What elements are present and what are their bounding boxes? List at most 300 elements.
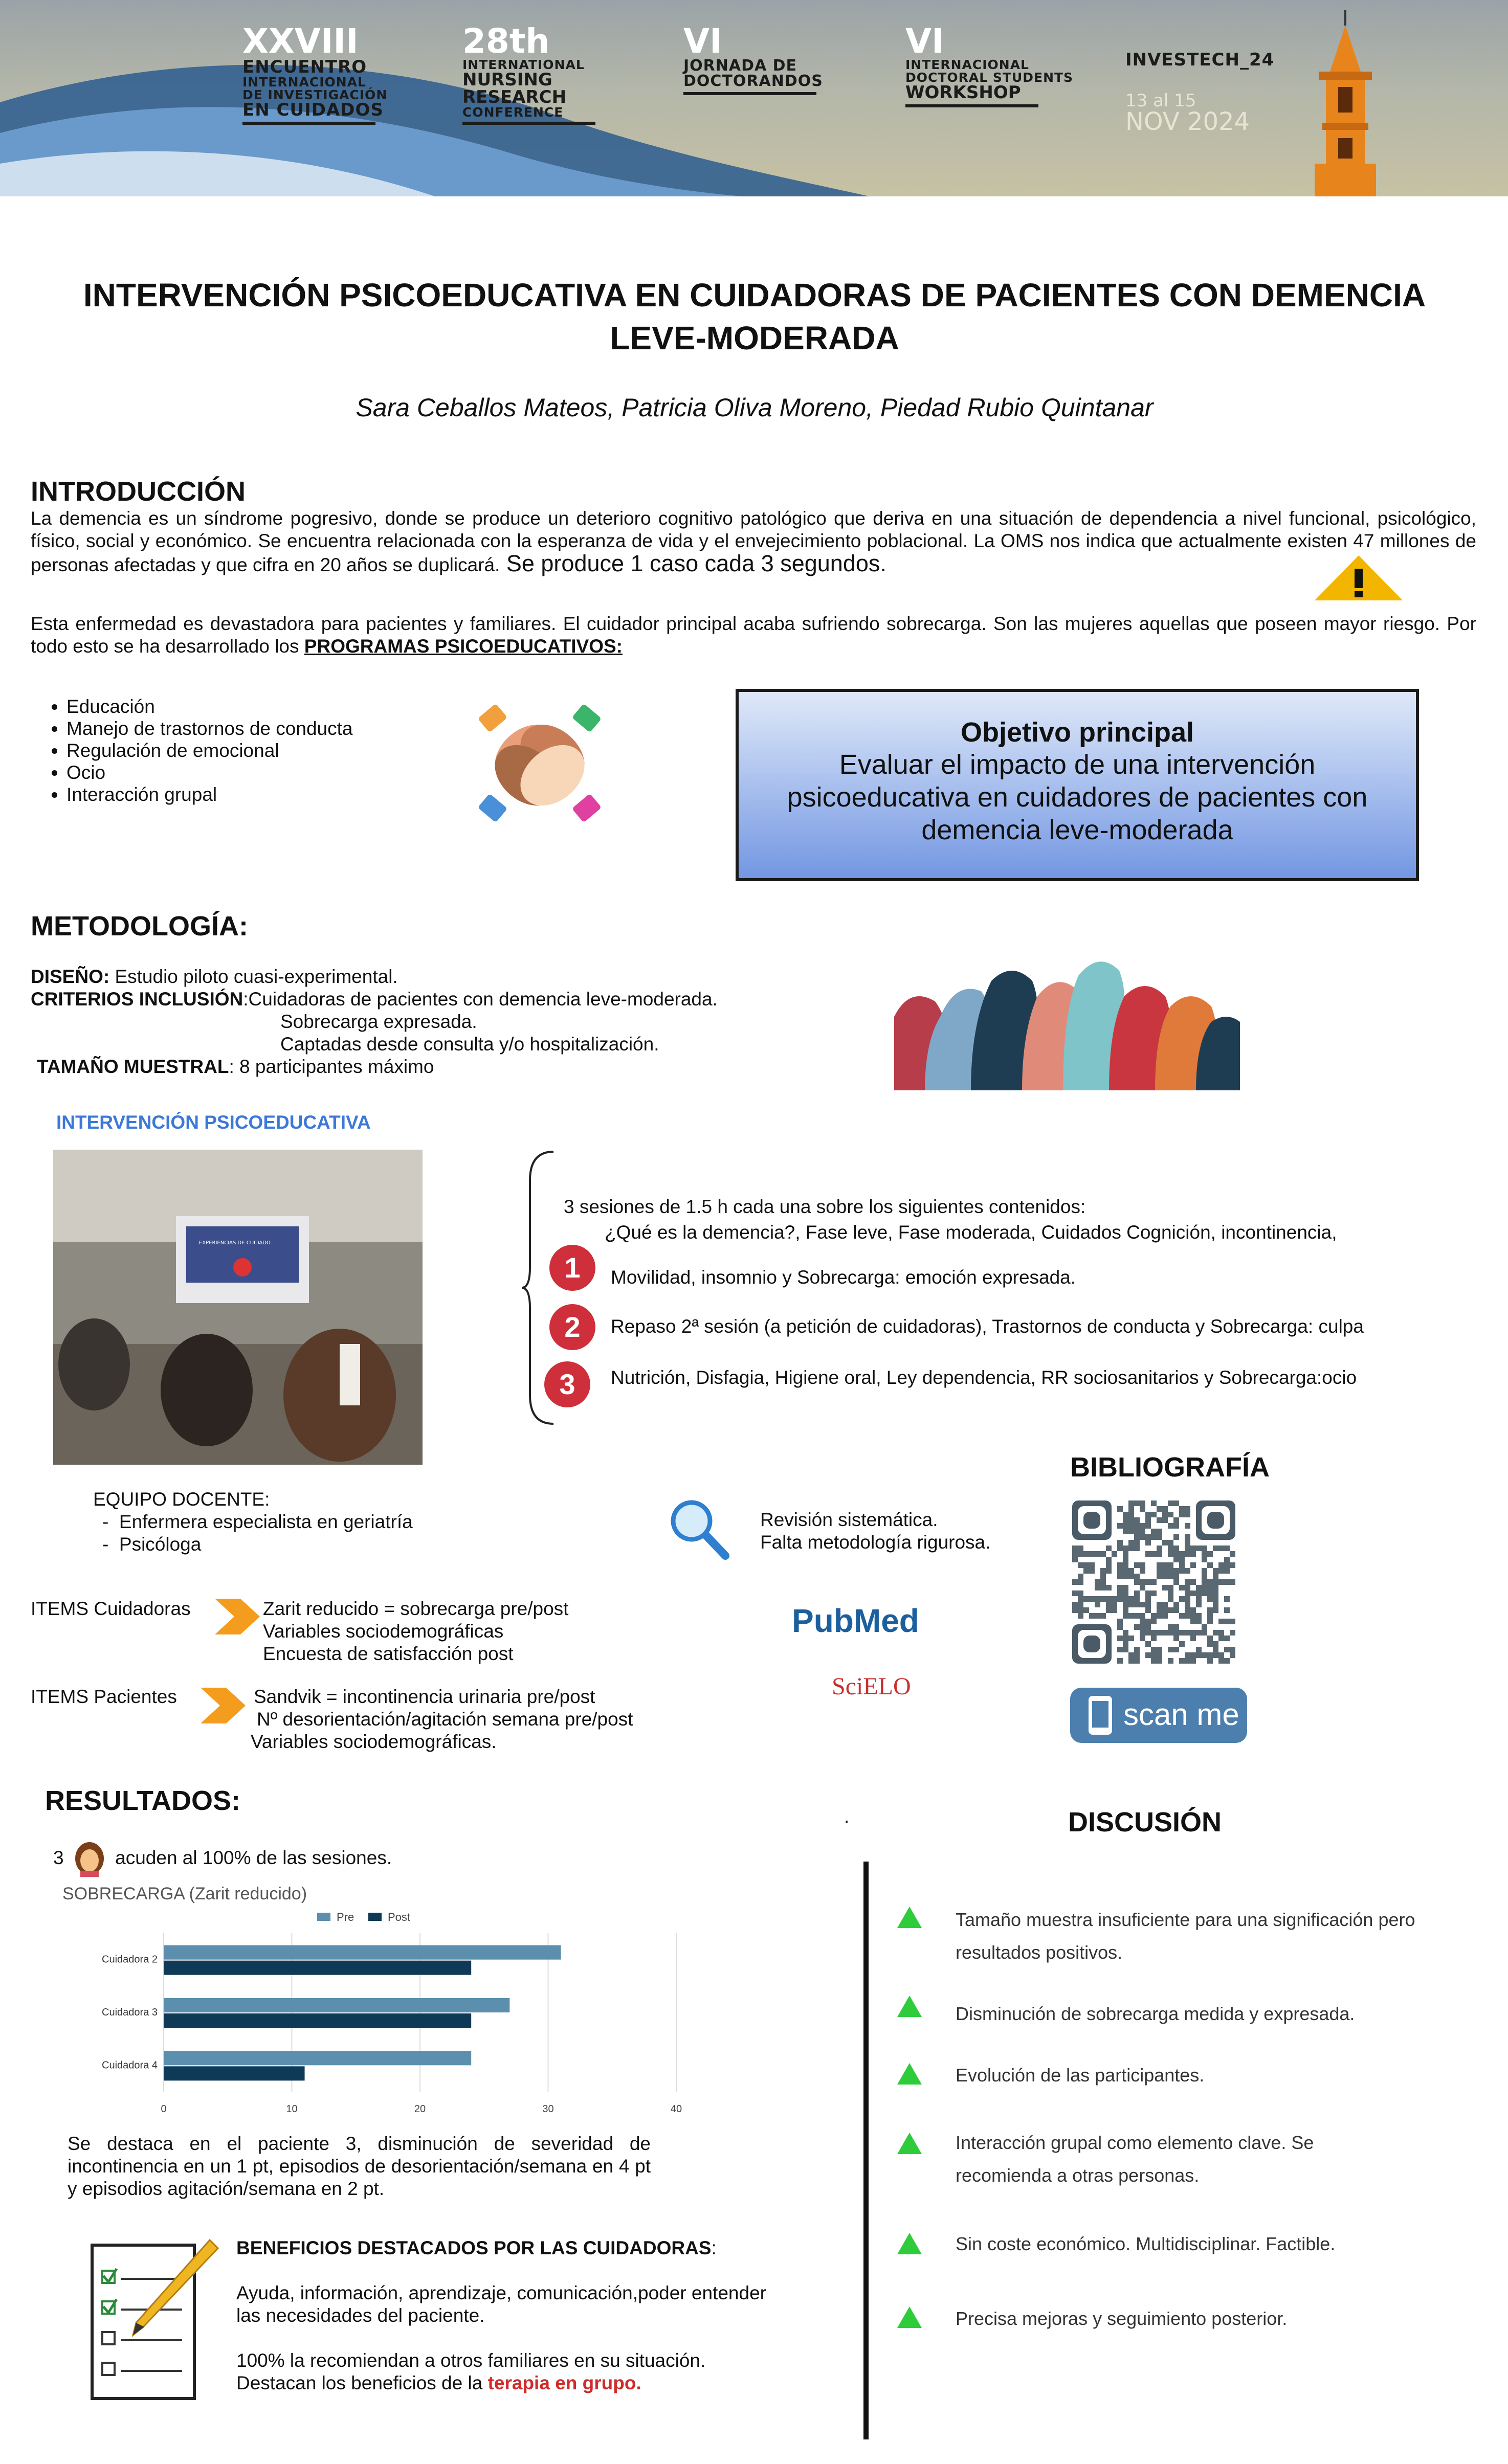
qr-module xyxy=(1151,1579,1157,1585)
qr-module xyxy=(1185,1630,1190,1636)
qr-module xyxy=(1157,1529,1162,1534)
qr-module xyxy=(1196,1591,1202,1596)
triangle-up-icon xyxy=(897,2233,922,2254)
qr-module xyxy=(1202,1551,1207,1557)
qr-module xyxy=(1145,1551,1151,1557)
qr-module xyxy=(1168,1512,1173,1517)
qr-module xyxy=(1196,1602,1202,1607)
qr-module xyxy=(1134,1596,1140,1602)
qr-module xyxy=(1196,1619,1202,1624)
qr-module xyxy=(1128,1529,1134,1534)
bar-pre xyxy=(164,1998,509,2012)
qr-module xyxy=(1072,1579,1078,1585)
discussion-item: Evolución de las participantes. xyxy=(956,2065,1205,2086)
qr-module xyxy=(1168,1562,1173,1568)
qr-module xyxy=(1185,1512,1190,1517)
qr-module xyxy=(1157,1658,1162,1664)
discussion-item: Disminución de sobrecarga medida y expresada. xyxy=(956,2003,1355,2024)
qr-module xyxy=(1185,1551,1190,1557)
qr-module xyxy=(1224,1636,1230,1641)
qr-module xyxy=(1078,1545,1083,1551)
qr-module xyxy=(1140,1579,1145,1585)
scielo-logo: SciELO xyxy=(832,1673,911,1700)
qr-module xyxy=(1168,1551,1173,1557)
qr-module xyxy=(1128,1636,1134,1641)
qr-module xyxy=(1168,1591,1173,1596)
qr-module xyxy=(1134,1534,1140,1540)
warning-icon xyxy=(1313,553,1405,602)
qr-module xyxy=(1213,1574,1218,1579)
qr-module xyxy=(1196,1630,1202,1636)
qr-module xyxy=(1207,1591,1213,1596)
qr-module xyxy=(1117,1619,1123,1624)
qr-module xyxy=(1128,1596,1134,1602)
qr-module xyxy=(1168,1630,1173,1636)
qr-module xyxy=(1185,1607,1190,1613)
qr-module xyxy=(1123,1545,1128,1551)
qr-module xyxy=(1207,1579,1213,1585)
qr-module xyxy=(1224,1579,1230,1585)
stray-dot: . xyxy=(844,1806,850,1827)
bar-post xyxy=(164,1961,471,1975)
qr-module xyxy=(1100,1585,1106,1591)
intervencion-heading: INTERVENCIÓN PSICOEDUCATIVA xyxy=(56,1112,371,1133)
qr-module xyxy=(1168,1607,1173,1613)
qr-module xyxy=(1128,1512,1134,1517)
bar-pre xyxy=(164,1945,561,1960)
qr-module xyxy=(1123,1529,1128,1534)
qr-module xyxy=(1078,1591,1083,1596)
qr-module xyxy=(1112,1551,1117,1557)
qr-module xyxy=(1224,1562,1230,1568)
qr-module xyxy=(1213,1630,1218,1636)
session-3-text: Nutrición, Disfagia, Higiene oral, Ley dependencia, RR sociosanitarios y Sobrecarga:ocio xyxy=(611,1367,1357,1388)
diseno-line xyxy=(31,966,849,988)
scan-me-label: scan me xyxy=(1123,1697,1239,1732)
qr-module xyxy=(1117,1506,1123,1512)
intro-highlight: Se produce 1 caso cada 3 segundos. xyxy=(500,550,886,576)
qr-module xyxy=(1179,1658,1185,1664)
qr-module xyxy=(1173,1647,1179,1652)
qr-module xyxy=(1112,1607,1117,1613)
programas-link: PROGRAMAS PSICOEDUCATIVOS: xyxy=(304,636,623,657)
qr-module xyxy=(1123,1596,1128,1602)
qr-module xyxy=(1100,1568,1106,1574)
brand-jornada: VI JORNADA DE DOCTORANDOS xyxy=(683,25,823,95)
qr-module xyxy=(1157,1545,1162,1551)
qr-module xyxy=(1128,1545,1134,1551)
qr-module xyxy=(1218,1619,1224,1624)
qr-module xyxy=(1168,1523,1173,1529)
qr-module xyxy=(1196,1613,1202,1619)
qr-module xyxy=(1173,1630,1179,1636)
tamano-label: TAMAÑO MUESTRAL xyxy=(37,1056,229,1077)
diseno-value: Estudio piloto cuasi-experimental. xyxy=(109,966,398,987)
qr-module xyxy=(1230,1562,1235,1568)
legend-swatch-post xyxy=(368,1913,382,1921)
qr-module xyxy=(1128,1506,1134,1512)
session-1-number: 1 xyxy=(549,1245,595,1291)
qr-module xyxy=(1218,1636,1224,1641)
qr-module xyxy=(1213,1647,1218,1652)
qr-module xyxy=(1168,1585,1173,1591)
list-item: Sandvik = incontinencia urinaria pre/post xyxy=(254,1686,595,1707)
qr-module xyxy=(1145,1523,1151,1529)
criterios-line xyxy=(31,988,849,1011)
qr-module xyxy=(1128,1658,1134,1664)
qr-module xyxy=(1207,1596,1213,1602)
qr-module xyxy=(1162,1506,1168,1512)
qr-module xyxy=(1134,1545,1140,1551)
qr-module xyxy=(1224,1568,1230,1574)
qr-module xyxy=(1213,1607,1218,1613)
qr-module xyxy=(1207,1619,1213,1624)
qr-module xyxy=(1190,1562,1196,1568)
qr-module xyxy=(1134,1574,1140,1579)
qr-module xyxy=(1128,1523,1134,1529)
qr-module xyxy=(1173,1574,1179,1579)
qr-module xyxy=(1218,1630,1224,1636)
qr-module xyxy=(1095,1602,1100,1607)
qr-module xyxy=(1207,1652,1213,1658)
qr-module xyxy=(1123,1574,1128,1579)
qr-module xyxy=(1106,1562,1112,1568)
qr-module xyxy=(1089,1596,1095,1602)
qr-module xyxy=(1179,1641,1185,1647)
intro-paragraph-1 xyxy=(31,507,1476,576)
qr-module xyxy=(1230,1647,1235,1652)
objective-text: Evaluar el impacto de una intervención psicoeducativa en cuidadores de pacientes con demencia leve-moderada xyxy=(787,749,1368,845)
qr-module xyxy=(1173,1551,1179,1557)
equipo-item: Enfermera especialista en geriatría xyxy=(119,1511,413,1532)
sessions-intro: 3 sesiones de 1.5 h cada una sobre los siguientes contenidos: xyxy=(564,1196,1086,1217)
qr-module xyxy=(1179,1551,1185,1557)
qr-module xyxy=(1230,1579,1235,1585)
qr-module xyxy=(1162,1574,1168,1579)
qr-module xyxy=(1157,1551,1162,1557)
qr-module xyxy=(1207,1607,1213,1613)
qr-module xyxy=(1123,1523,1128,1529)
qr-module xyxy=(1106,1602,1112,1607)
qr-module xyxy=(1145,1534,1151,1540)
qr-module xyxy=(1185,1602,1190,1607)
qr-module xyxy=(1134,1652,1140,1658)
qr-module xyxy=(1134,1602,1140,1607)
discussion-item: Tamaño muestra insuficiente para una significación pero resultados positivos. xyxy=(956,1909,1415,1963)
qr-module xyxy=(1083,1568,1089,1574)
brand-nursing-conference: 28th INTERNATIONAL NURSING RESEARCH CONFERENCE xyxy=(462,25,595,125)
intro-text: La demencia es un síndrome pogresivo, donde se produce un deterioro cognitivo patológico que deriva en una situación de dependencia a nivel funcional, psicológico, físico, social y económico. Se encuentra relacionada con la esperanza de vida y el envejecimiento poblacional. La OMS nos indica que actualmente existen 47 millones de personas afectadas y que cifra en 20 años se duplicará. xyxy=(31,508,1476,575)
intro-paragraph-2 xyxy=(31,613,1476,658)
qr-module xyxy=(1157,1630,1162,1636)
discussion-item: Interacción grupal como elemento clave. Se recomienda a otras personas. xyxy=(956,2132,1314,2186)
qr-module xyxy=(1140,1630,1145,1636)
list-item: Zarit reducido = sobrecarga pre/post xyxy=(263,1598,569,1619)
qr-module xyxy=(1117,1574,1123,1579)
qr-module xyxy=(1078,1607,1083,1613)
qr-module xyxy=(1202,1652,1207,1658)
qr-module xyxy=(1168,1596,1173,1602)
qr-module xyxy=(1140,1523,1145,1529)
qr-module xyxy=(1072,1607,1078,1613)
benefit-3 xyxy=(236,2372,768,2394)
list-item: • Ocio xyxy=(66,761,352,783)
qr-module xyxy=(1157,1534,1162,1540)
qr-module xyxy=(1224,1658,1230,1664)
triangle-up-icon xyxy=(897,1996,922,2017)
sobrecarga-chart xyxy=(51,1882,696,2133)
qr-module xyxy=(1106,1557,1112,1562)
qr-module xyxy=(1230,1652,1235,1658)
qr-module xyxy=(1157,1517,1162,1523)
qr-module xyxy=(1173,1602,1179,1607)
qr-module xyxy=(1168,1540,1173,1545)
qr-module xyxy=(1185,1540,1190,1545)
discussion-divider xyxy=(863,1862,869,2439)
qr-module xyxy=(1078,1596,1083,1602)
qr-module xyxy=(1140,1624,1145,1630)
items-pacientes-list xyxy=(251,1686,633,1753)
qr-module xyxy=(1083,1562,1089,1568)
qr-module xyxy=(1145,1596,1151,1602)
triangle-up-icon xyxy=(897,1907,922,1928)
qr-module xyxy=(1151,1636,1157,1641)
qr-module xyxy=(1230,1551,1235,1557)
criterios-line-2: Sobrecarga expresada. xyxy=(280,1011,477,1032)
legend-label-pre: Pre xyxy=(337,1911,354,1923)
qr-module xyxy=(1134,1500,1140,1506)
equipo-list xyxy=(102,1511,413,1556)
qr-module xyxy=(1207,1613,1213,1619)
discussion-heading: DISCUSIÓN xyxy=(1068,1807,1222,1838)
criterios-value: :Cuidadoras de pacientes con demencia leve-moderada. xyxy=(243,989,718,1010)
objective-box xyxy=(736,689,1419,881)
poster-title: INTERVENCIÓN PSICOEDUCATIVA EN CUIDADORAS DE PACIENTES CON DEMENCIA LEVE-MODERADA xyxy=(83,277,1426,356)
qr-module xyxy=(1123,1551,1128,1557)
qr-module xyxy=(1207,1551,1213,1557)
qr-module xyxy=(1134,1579,1140,1585)
qr-module xyxy=(1140,1534,1145,1540)
qr-module xyxy=(1213,1568,1218,1574)
qr-module xyxy=(1117,1585,1123,1591)
qr-module xyxy=(1123,1636,1128,1641)
qr-module xyxy=(1117,1591,1123,1596)
qr-module xyxy=(1179,1506,1185,1512)
session-1-text: Movilidad, insomnio y Sobrecarga: emoción expresada. xyxy=(611,1267,1076,1288)
x-tick-label: 0 xyxy=(161,2103,167,2115)
list-item: • Interacción grupal xyxy=(66,783,352,805)
triangle-up-icon xyxy=(897,2306,922,2328)
qr-module xyxy=(1123,1591,1128,1596)
qr-module xyxy=(1213,1545,1218,1551)
qr-module xyxy=(1134,1658,1140,1664)
qr-module xyxy=(1213,1641,1218,1647)
session-photo xyxy=(53,1150,423,1465)
brand-workshop: VI INTERNACIONAL DOCTORAL STUDENTS WORKSHOP xyxy=(905,25,1073,107)
qr-module xyxy=(1207,1636,1213,1641)
qr-finder xyxy=(1083,1636,1100,1652)
benefits-heading: BENEFICIOS DESTACADOS POR LAS CUIDADORAS xyxy=(236,2237,712,2258)
qr-module xyxy=(1185,1568,1190,1574)
chart-title: SOBRECARGA (Zarit reducido) xyxy=(62,1884,307,1903)
tamano-line xyxy=(31,1056,849,1078)
qr-module xyxy=(1100,1596,1106,1602)
qr-module xyxy=(1117,1562,1123,1568)
qr-module xyxy=(1173,1517,1179,1523)
qr-module xyxy=(1140,1619,1145,1624)
qr-module xyxy=(1072,1557,1078,1562)
session-3-number: 3 xyxy=(544,1361,590,1407)
qr-module xyxy=(1140,1568,1145,1574)
qr-module xyxy=(1095,1551,1100,1557)
qr-module xyxy=(1145,1641,1151,1647)
qr-module xyxy=(1190,1545,1196,1551)
qr-module xyxy=(1207,1585,1213,1591)
qr-module xyxy=(1117,1636,1123,1641)
benefits-heading-line xyxy=(236,2237,768,2259)
qr-module xyxy=(1224,1607,1230,1613)
hands-together-icon xyxy=(471,699,609,826)
triangle-up-icon xyxy=(897,2063,922,2085)
items-cuidadoras-label: ITEMS Cuidadoras xyxy=(31,1598,191,1619)
qr-module xyxy=(1100,1613,1106,1619)
qr-module xyxy=(1185,1534,1190,1540)
qr-module xyxy=(1185,1545,1190,1551)
qr-module xyxy=(1145,1607,1151,1613)
qr-module xyxy=(1151,1591,1157,1596)
qr-module xyxy=(1095,1613,1100,1619)
qr-module xyxy=(1196,1652,1202,1658)
sessions-sub: ¿Qué es la demencia?, Fase leve, Fase moderada, Cuidados Cognición, incontinencia, xyxy=(605,1222,1337,1243)
qr-module xyxy=(1089,1551,1095,1557)
qr-module xyxy=(1145,1540,1151,1545)
qr-module xyxy=(1072,1551,1078,1557)
qr-module xyxy=(1213,1591,1218,1596)
items-pacientes-label: ITEMS Pacientes xyxy=(31,1686,177,1707)
qr-module xyxy=(1196,1647,1202,1652)
qr-module xyxy=(1179,1562,1185,1568)
qr-module xyxy=(1140,1585,1145,1591)
qr-module xyxy=(1145,1517,1151,1523)
qr-module xyxy=(1117,1658,1123,1664)
qr-module xyxy=(1185,1523,1190,1529)
qr-module xyxy=(1224,1545,1230,1551)
qr-module xyxy=(1089,1613,1095,1619)
qr-module xyxy=(1083,1551,1089,1557)
qr-module xyxy=(1162,1512,1168,1517)
qr-module xyxy=(1157,1607,1162,1613)
authors: Sara Ceballos Mateos, Patricia Oliva Moreno, Piedad Rubio Quintanar xyxy=(356,393,1154,422)
qr-module xyxy=(1179,1596,1185,1602)
objective-title: Objetivo principal xyxy=(960,717,1194,748)
list-item: - Enfermera especialista en geriatría xyxy=(102,1511,413,1532)
qr-module xyxy=(1083,1607,1089,1613)
phone-icon xyxy=(1088,1695,1113,1736)
qr-module xyxy=(1123,1602,1128,1607)
session-2-text: Repaso 2ª sesión (a petición de cuidadoras), Trastornos de conducta y Sobrecarga: culpa xyxy=(611,1316,1364,1337)
category-label: Cuidadora 2 xyxy=(102,1954,158,1965)
qr-module xyxy=(1157,1506,1162,1512)
session-2-number: 2 xyxy=(549,1304,595,1350)
qr-module xyxy=(1078,1574,1083,1579)
qr-module xyxy=(1123,1557,1128,1562)
qr-module xyxy=(1168,1574,1173,1579)
qr-module xyxy=(1134,1562,1140,1568)
slide-text: EXPERIENCIAS DE CUIDADO xyxy=(199,1240,271,1246)
qr-module xyxy=(1128,1568,1134,1574)
qr-module xyxy=(1123,1512,1128,1517)
qr-module xyxy=(1230,1630,1235,1636)
scan-me-badge xyxy=(1070,1688,1247,1743)
qr-module xyxy=(1145,1602,1151,1607)
qr-module xyxy=(1123,1585,1128,1591)
qr-module xyxy=(1151,1500,1157,1506)
qr-module xyxy=(1162,1602,1168,1607)
qr-module xyxy=(1179,1630,1185,1636)
qr-module xyxy=(1145,1630,1151,1636)
benefit-2: 100% la recomiendan a otros familiares en su situación. xyxy=(236,2350,706,2371)
qr-module xyxy=(1202,1579,1207,1585)
qr-module xyxy=(1185,1591,1190,1596)
criterios-label: CRITERIOS INCLUSIÓN xyxy=(31,989,243,1010)
qr-module xyxy=(1157,1613,1162,1619)
qr-module xyxy=(1134,1529,1140,1534)
x-tick-label: 10 xyxy=(286,2103,298,2115)
qr-module xyxy=(1179,1568,1185,1574)
biblio-heading: BIBLIOGRAFÍA xyxy=(1070,1452,1270,1483)
qr-module xyxy=(1117,1647,1123,1652)
qr-module xyxy=(1117,1596,1123,1602)
qr-module xyxy=(1218,1652,1224,1658)
qr-module xyxy=(1128,1602,1134,1607)
qr-module xyxy=(1089,1562,1095,1568)
qr-module xyxy=(1196,1585,1202,1591)
qr-module xyxy=(1112,1602,1117,1607)
qr-module xyxy=(1162,1613,1168,1619)
benefits-colon: : xyxy=(711,2237,717,2258)
qr-module xyxy=(1112,1596,1117,1602)
qr-module xyxy=(1078,1613,1083,1619)
qr-module xyxy=(1123,1630,1128,1636)
qr-module xyxy=(1196,1545,1202,1551)
qr-module xyxy=(1157,1562,1162,1568)
qr-module xyxy=(1185,1652,1190,1658)
qr-module xyxy=(1190,1636,1196,1641)
qr-module xyxy=(1190,1658,1196,1664)
chevron-right-icon xyxy=(201,1688,246,1723)
qr-module xyxy=(1140,1613,1145,1619)
qr-module xyxy=(1162,1585,1168,1591)
qr-module xyxy=(1123,1562,1128,1568)
qr-module xyxy=(1145,1624,1151,1630)
qr-module xyxy=(1173,1500,1179,1506)
qr-module xyxy=(1179,1585,1185,1591)
intro-text-2: Esta enfermedad es devastadora para pacientes y familiares. El cuidador principal acaba sufriendo sobrecarga. Son las mujeres aquellas que poseen mayor riesgo. Por todo esto se ha desarrollado los xyxy=(31,613,1476,657)
qr-module xyxy=(1151,1613,1157,1619)
qr-module xyxy=(1140,1500,1145,1506)
qr-module xyxy=(1117,1624,1123,1630)
qr-module xyxy=(1173,1568,1179,1574)
attendance-count: 3 xyxy=(53,1847,64,1868)
intro-heading: INTRODUCCIÓN xyxy=(31,476,246,507)
qr-module xyxy=(1162,1630,1168,1636)
qr-module xyxy=(1134,1540,1140,1545)
results-note: Se destaca en el paciente 3, disminución de severidad de incontinencia en un 1 pt, episodios de desorientación/semana en 4 pt y episodios agitación/semana en 2 pt. xyxy=(68,2133,651,2199)
qr-module xyxy=(1179,1512,1185,1517)
qr-module xyxy=(1185,1613,1190,1619)
qr-module xyxy=(1218,1579,1224,1585)
diseno-label: DISEÑO: xyxy=(31,966,110,987)
